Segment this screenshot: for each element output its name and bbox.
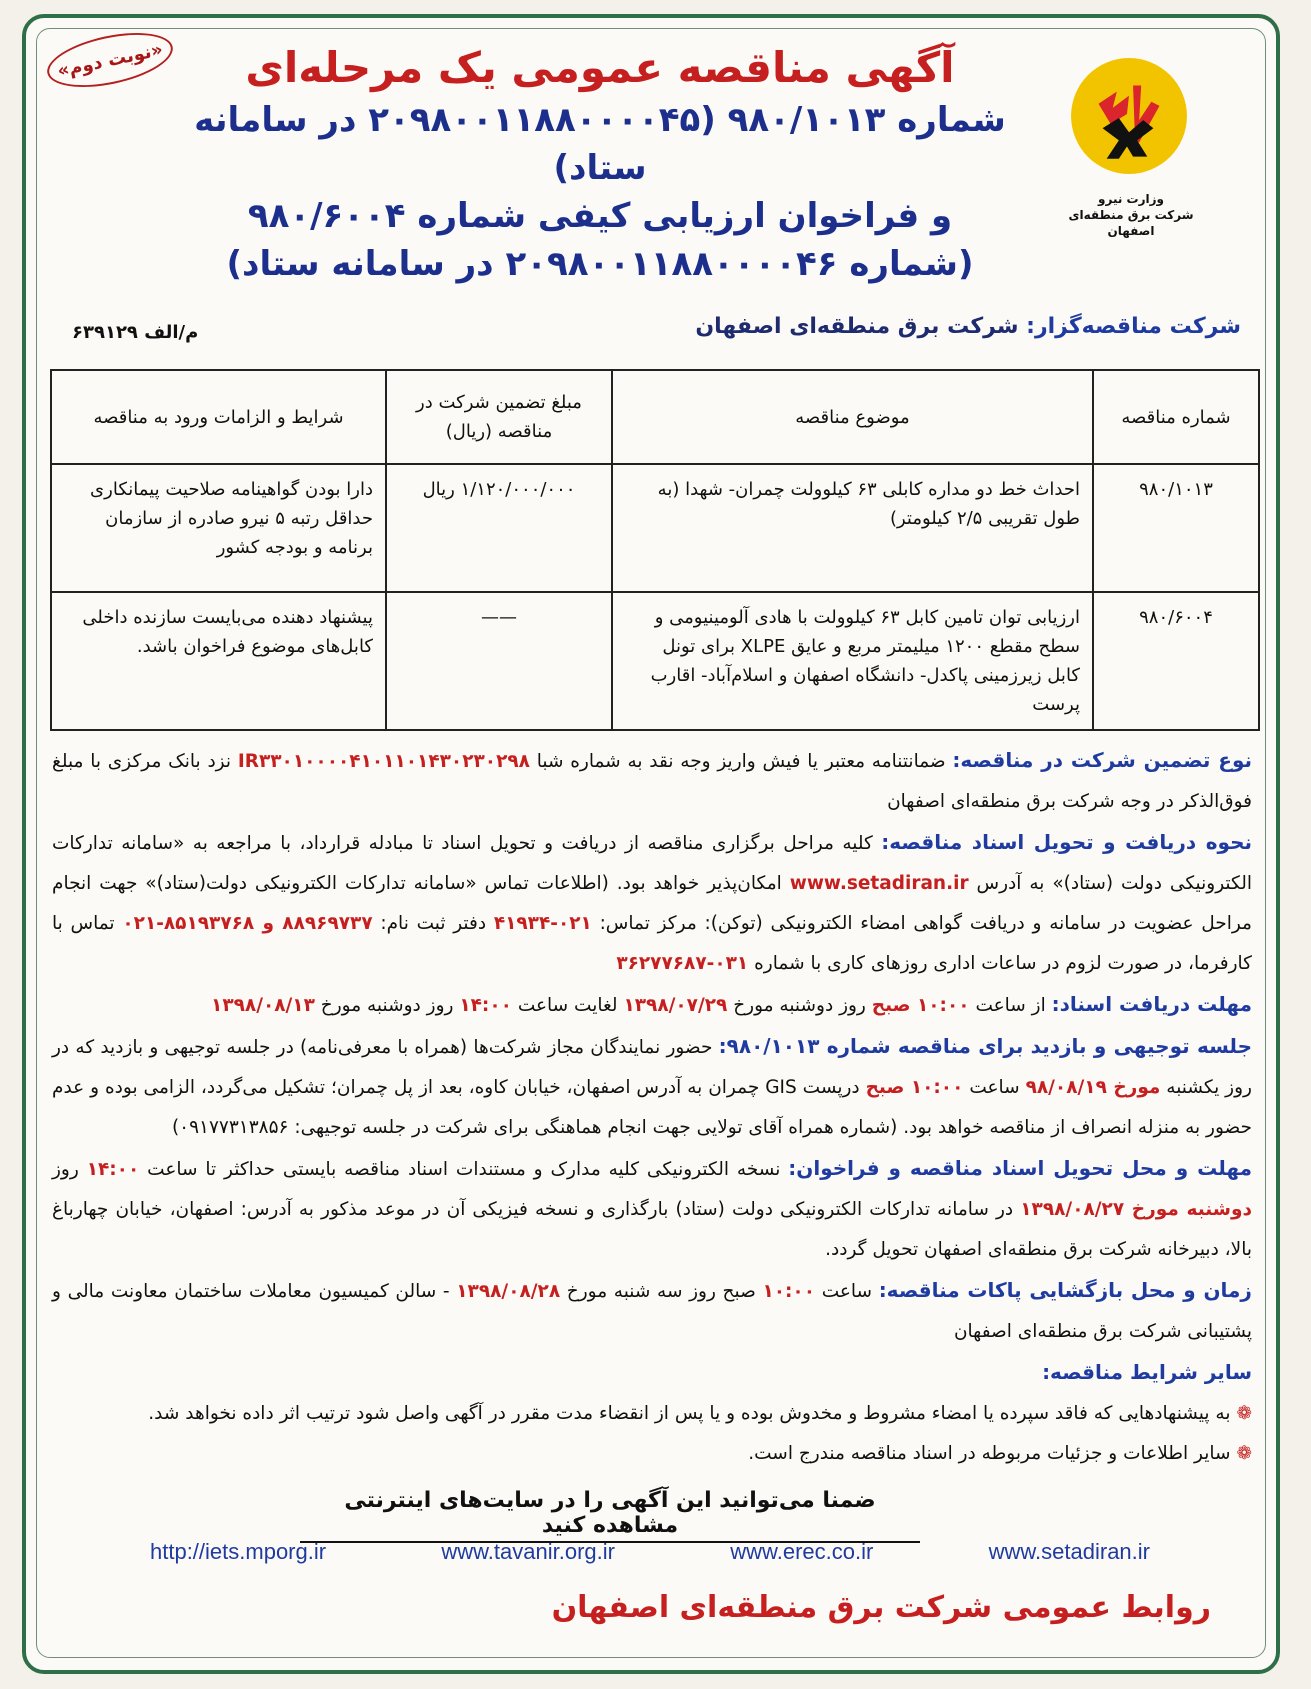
title-line-2: و فراخوان ارزیابی کیفی شماره ۹۸۰/۶۰۰۴ — [247, 196, 953, 236]
reference-code: م/الف ۶۳۹۱۲۹ — [72, 322, 199, 343]
title-line-1: شماره ۹۸۰/۱۰۱۳ (۲۰۹۸۰۰۱۱۸۸۰۰۰۰۴۵ در سامانه ستاد) — [194, 100, 1006, 188]
round-badge: «نوبت دوم» — [42, 23, 177, 97]
deadline-section: مهلت دریافت اسناد: از ساعت ۱۰:۰۰ صبح روز دوشنبه مورخ ۱۳۹۸/۰۷/۲۹ لغایت ساعت ۱۴:۰۰ روز دوشنبه مورخ ۱۳۹۸/۰۸/۱۳ — [211, 992, 1252, 1016]
website-setadiran[interactable]: www.setadiran.ir — [988, 1539, 1150, 1564]
title-line-3: (شماره ۲۰۹۸۰۰۱۱۸۸۰۰۰۰۴۶ در سامانه ستاد) — [226, 244, 974, 284]
table-header-row — [51, 370, 1259, 464]
setad-link[interactable]: www.setadiran.ir — [789, 873, 969, 894]
bullet-icon: ❁ — [1236, 1443, 1252, 1464]
footer-signature: روابط عمومی شرکت برق منطقه‌ای اصفهان — [551, 1590, 1211, 1625]
header-number: شماره مناقصه — [1093, 370, 1259, 464]
employer: شرکت مناقصه‌گزار: شرکت برق منطقه‌ای اصفهان — [695, 314, 1241, 339]
title-main: آگهی مناقصه عمومی یک مرحله‌ای — [245, 43, 955, 92]
logo-caption: وزارت نیرو شرکت برق منطقه‌ای اصفهان — [1068, 192, 1194, 238]
website-erec[interactable]: www.erec.co.ir — [730, 1539, 874, 1564]
documents-section: نحوه دریافت و تحویل اسناد مناقصه: کلیه مراحل برگزاری مناقصه از دریافت و تحویل اسناد تا مبادله قرارداد، با مراجعه به «سامانه تدارکات الکترونیکی دولت (ستاد)» به آدرس www.setadiran.ir امکان‌پذیر خواهد بود. (اطلاعات تماس «سامانه تدارکات الکترونیکی دولت(ستاد)» جهت انجام مراحل عضویت در سامانه و دریافت گواهی امضاء الکترونیکی (توکن): مرکز تماس: ۰۲۱-۴۱۹۳۴ دفتر ثبت نام: ۸۸۹۶۹۷۳۷ و ۸۵۱۹۳۷۶۸-۰۲۱ تماس با کارفرما، در صورت لزوم در ساعات اداری روزهای کاری با شماره ۰۳۱-۳۶۲۷۷۶۸۷ — [52, 830, 1252, 974]
table-row — [51, 592, 1259, 730]
submission-section: مهلت و محل تحویل اسناد مناقصه و فراخوان: نسخه الکترونیکی کلیه مدارک و مستندات اسناد مناقصه بایستی حداکثر تا ساعت ۱۴:۰۰ روز دوشنبه مورخ ۱۳۹۸/۰۸/۲۷ در سامانه تدارکات الکترونیکی دولت (ستاد) بارگذاری و نسخه فیزیکی آن در موعد مذکور به آدرس: اصفهان، خیابان چهارباغ بالا، دبیرخانه شرکت برق منطقه‌ای اصفهان تحویل گردد. — [52, 1156, 1253, 1260]
cell-amount: ۱/۱۲۰/۰۰۰/۰۰۰ ریال — [386, 464, 612, 592]
cell-amount: —— — [386, 592, 612, 730]
opening-section: زمان و محل بازگشایی پاکات مناقصه: ساعت ۱۰:۰۰ صبح روز سه شنبه مورخ ۱۳۹۸/۰۸/۲۸ - سالن کمیسیون معاملات ساختمان معاونت مالی و پشتیبانی شرکت برق منطقه‌ای اصفهان — [52, 1278, 1252, 1342]
online-note: ضمنا می‌توانید این آگهی را در سایت‌های اینترنتی مشاهده کنید — [300, 1488, 920, 1543]
tenders-table — [50, 369, 1260, 731]
other-conditions-section: سایر شرایط مناقصه: — [1042, 1360, 1252, 1384]
header-subject: موضوع مناقصه — [612, 370, 1093, 464]
cell-number: ۹۸۰/۱۰۱۳ — [1093, 464, 1259, 592]
website-tavanir[interactable]: www.tavanir.org.ir — [441, 1539, 615, 1564]
sheba-number: IR۳۳۰۱۰۰۰۰۴۱۰۱۱۰۱۴۳۰۲۳۰۲۹۸ — [237, 751, 530, 772]
company-logo-icon — [1068, 55, 1190, 177]
table-row — [51, 464, 1259, 592]
website-links — [150, 1539, 1150, 1565]
notice-title — [160, 40, 1040, 288]
cell-conditions: دارا بودن گواهینامه صلاحیت پیمانکاری حداقل رتبه ۵ نیرو صادره از سازمان برنامه و بودجه کشور — [51, 464, 386, 592]
cell-subject: احداث خط دو مداره کابلی ۶۳ کیلوولت چمران- شهدا (به طول تقریبی ۲/۵ کیلومتر) — [612, 464, 1093, 592]
briefing-section: جلسه توجیهی و بازدید برای مناقصه شماره ۹۸۰/۱۰۱۳: حضور نمایندگان مجاز شرکت‌ها (همراه با معرفی‌نامه) در جلسه توجیهی و بازدید که در روز یکشنبه مورخ ۹۸/۰۸/۱۹ ساعت ۱۰:۰۰ صبح درپست GIS چمران به آدرس اصفهان، خیابان کاوه، بعد از پل چمران؛ تشکیل می‌گردد، الزامی بوده و عدم حضور به منزله انصراف از مناقصه خواهد بود. (شماره همراه آقای تولایی جهت انجام هماهنگی برای شرکت در جلسه توجیهی: ۰۹۱۷۷۳۱۳۸۵۶) — [52, 1034, 1252, 1138]
list-item: ❁سایر اطلاعات و جزئیات مربوطه در اسناد مناقصه مندرج است. — [748, 1443, 1252, 1464]
cell-subject: ارزیابی توان تامین کابل ۶۳ کیلوولت با هادی آلومینیومی و سطح مقطع ۱۲۰۰ میلیمتر مربع و عایق XLPE برای تونل کابل زیرزمینی پاکدل- دانشگاه اصفهان و اسلام‌آباد- اقارب پرست — [612, 592, 1093, 730]
notice-body — [52, 740, 1252, 1474]
header-amount: مبلغ تضمین شرکت در مناقصه (ریال) — [386, 370, 612, 464]
guarantee-section: نوع تضمین شرکت در مناقصه: ضمانتنامه معتبر یا فیش واریز وجه نقد به شماره شبا IR۳۳۰۱۰۰۰۰۴۱۰۱۱۰۱۴۳۰۲۳۰۲۹۸ نزد بانک مرکزی با مبلغ فوق‌الذکر در وجه شرکت برق منطقه‌ای اصفهان — [52, 748, 1252, 812]
header-conditions: شرایط و الزامات ورود به مناقصه — [51, 370, 386, 464]
list-item: ❁به پیشنهادهایی که فاقد سپرده یا امضاء مشروط و مخدوش بوده و یا پس از انقضاء مدت مقرر در آگهی واصل شود ترتیب اثر داده نخواهد شد. — [148, 1403, 1252, 1424]
bullet-icon: ❁ — [1236, 1403, 1252, 1424]
cell-conditions: پیشنهاد دهنده می‌بایست سازنده داخلی کابل‌های موضوع فراخوان باشد. — [51, 592, 386, 730]
cell-number: ۹۸۰/۶۰۰۴ — [1093, 592, 1259, 730]
website-iets[interactable]: http://iets.mporg.ir — [150, 1539, 327, 1564]
